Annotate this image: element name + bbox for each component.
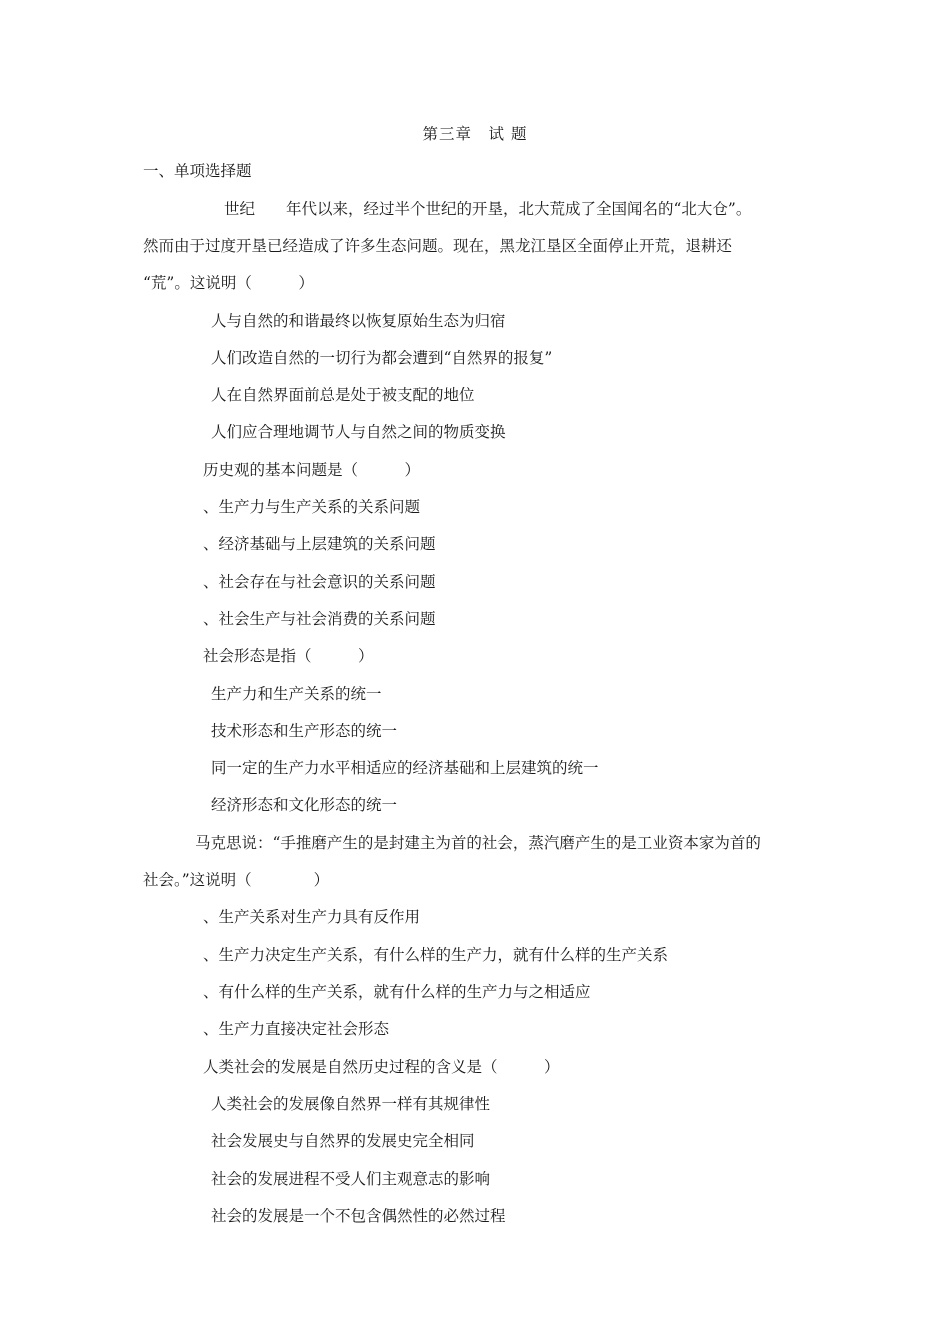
question-4-option-b: 、生产力决定生产关系，有什么样的生产力，就有什么样的生产关系	[203, 946, 669, 964]
question-5-option-a: 人类社会的发展像自然界一样有其规律性	[211, 1095, 491, 1113]
question-5-option-d: 社会的发展是一个不包含偶然性的必然过程	[211, 1207, 506, 1225]
question-2-option-a: 、生产力与生产关系的关系问题	[203, 498, 421, 516]
question-2-option-b: 、经济基础与上层建筑的关系问题	[203, 535, 436, 553]
question-2-option-c: 、社会存在与社会意识的关系问题	[203, 573, 436, 591]
question-3-stem: 社会形态是指（ ）	[203, 647, 374, 665]
question-1-option-b: 人们改造自然的一切行为都会遭到“自然界的报复”	[211, 349, 553, 367]
question-1-stem-line-2: 然而由于过度开垦已经造成了许多生态问题。现在，黑龙江垦区全面停止开荒，退耕还	[143, 237, 733, 255]
question-4-stem-line-2: 社会。”这说明（ ）	[143, 871, 330, 889]
question-3-option-b: 技术形态和生产形态的统一	[211, 722, 398, 740]
question-5-option-c: 社会的发展进程不受人们主观意志的影响	[211, 1170, 491, 1188]
question-4-option-c: 、有什么样的生产关系，就有什么样的生产力与之相适应	[203, 983, 591, 1001]
question-3-option-a: 生产力和生产关系的统一	[211, 685, 382, 703]
question-5-stem: 人类社会的发展是自然历史过程的含义是（ ）	[203, 1058, 560, 1076]
question-2-stem: 历史观的基本问题是（ ）	[203, 461, 421, 479]
question-1-option-c: 人在自然界面前总是处于被支配的地位	[211, 386, 475, 404]
question-1-stem-line-1: 世纪 年代以来，经过半个世纪的开垦，北大荒成了全国闻名的“北大仓”。	[224, 200, 752, 218]
question-4-option-a: 、生产关系对生产力具有反作用	[203, 908, 421, 926]
section-heading: 一、单项选择题	[143, 162, 252, 180]
question-2-option-d: 、社会生产与社会消费的关系问题	[203, 610, 436, 628]
question-4-option-d: 、生产力直接决定社会形态	[203, 1020, 390, 1038]
question-1-stem-line-3: “荒”。这说明（ ）	[143, 274, 314, 292]
question-1-option-d: 人们应合理地调节人与自然之间的物质变换	[211, 423, 506, 441]
question-3-option-d: 经济形态和文化形态的统一	[211, 796, 398, 814]
page-title: 第三章 试 题	[422, 125, 528, 143]
question-3-option-c: 同一定的生产力水平相适应的经济基础和上层建筑的统一	[211, 759, 599, 777]
question-1-option-a: 人与自然的和谐最终以恢复原始生态为归宿	[211, 312, 506, 330]
question-5-option-b: 社会发展史与自然界的发展史完全相同	[211, 1132, 475, 1150]
question-4-stem-line-1: 马克思说：“手推磨产生的是封建主为首的社会，蒸汽磨产生的是工业资本家为首的	[195, 834, 761, 852]
